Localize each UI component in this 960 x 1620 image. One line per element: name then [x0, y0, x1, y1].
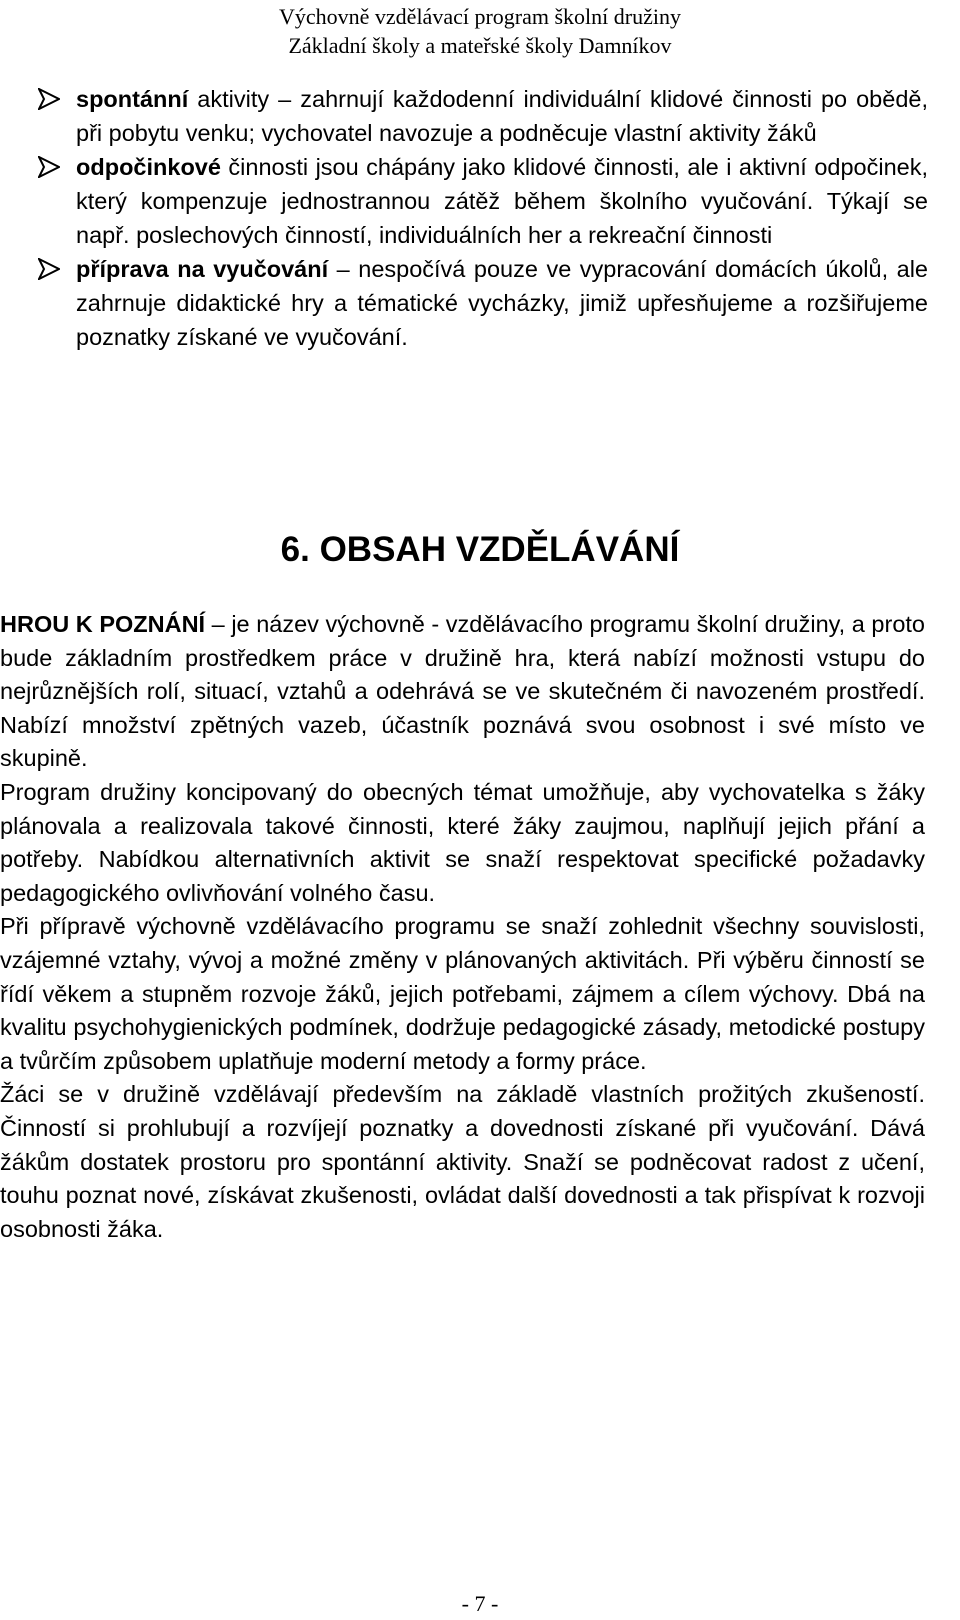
list-item-term: odpočinkové	[76, 154, 221, 180]
arrow-bullet-icon	[38, 88, 60, 110]
list-item-text: – nespočívá pouze ve vypracování domácích úkolů, ale zahrnuje didaktické hry a tématické vycházky, jimiž upřesňujeme a rozšiřujeme poznatky získané ve vyučování.	[76, 256, 928, 350]
list-item	[28, 252, 928, 354]
list-item-text: aktivity – zahrnují každodenní individuální klidové činnosti po obědě, při pobytu venku; vychovatel navozuje a podněcuje vlastní aktivity žáků	[76, 86, 928, 146]
list-item-term: příprava na vyučování	[76, 256, 329, 282]
list-item	[28, 150, 928, 252]
body-paragraph	[0, 608, 925, 776]
section-body	[0, 608, 925, 1246]
program-name: HROU K POZNÁNÍ	[0, 611, 206, 637]
arrow-bullet-icon	[38, 258, 60, 280]
list-item-term: spontánní	[76, 86, 189, 112]
body-paragraph: Při přípravě výchovně vzdělávacího programu se snaží zohlednit všechny souvislosti, vzájemné vztahy, vývoj a možné změny v plánovaných aktivitách. Při výběru činností se řídí věkem a stupněm rozvoje žáků, jejich potřebami, zájmem a cílem výchovy. Dbá na kvalitu psychohygienických podmínek, dodržuje pedagogické zásady, metodické postupy a tvůrčím způsobem uplatňuje moderní metody a formy práce.	[0, 913, 925, 1074]
arrow-bullet-icon	[38, 156, 60, 178]
section-title: 6. OBSAH VZDĚLÁVÁNÍ	[280, 530, 680, 569]
activity-list	[28, 82, 928, 354]
body-paragraph: Žáci se v družině vzdělávají především na základě vlastních prožitých zkušeností. Činností si prohlubují a rozvíjejí poznatky a dovednosti získané při vyučování. Dává žákům dostatek prostoru pro spontánní aktivity. Snaží se podněcovat radost z učení, touhu poznat nové, získávat zkušenosti, ovládat další dovednosti a tak přispívat k rozvoji osobnosti žáka.	[0, 1081, 925, 1242]
header-school-name: Základní školy a mateřské školy Damníkov	[288, 33, 672, 58]
page-number: - 7 -	[461, 1591, 499, 1616]
list-item-text: činnosti jsou chápány jako klidové činnosti, ale i aktivní odpočinek, který kompenzuje jednostrannou zátěž během školního vyučování. Týkají se např. poslechových činností, individuálních her a rekreační činnosti	[76, 154, 928, 248]
page-header	[0, 2, 960, 60]
body-paragraph: Program družiny koncipovaný do obecných témat umožňuje, aby vychovatelka s žáky plánovala a realizovala takové činnosti, které žáky zaujmou, naplňují jejich přání a potřeby. Nabídkou alternativních aktivit se snaží respektovat specifické požadavky pedagogického ovlivňování volného času.	[0, 778, 925, 906]
list-item	[28, 82, 928, 150]
paragraph-text: – je název výchovně - vzdělávacího programu školní družiny, a proto bude základním prostředkem práce v družině hra, která nabízí možnosti vstupu do nejrůznějších rolí, situací, vztahů a odehrává se ve skutečném či navozeném prostředí. Nabízí množství zpětných vazeb, účastník poznává svou osobnost i své místo ve skupině.	[0, 611, 925, 772]
header-program-title: Výchovně vzdělávací program školní družiny	[279, 4, 681, 29]
